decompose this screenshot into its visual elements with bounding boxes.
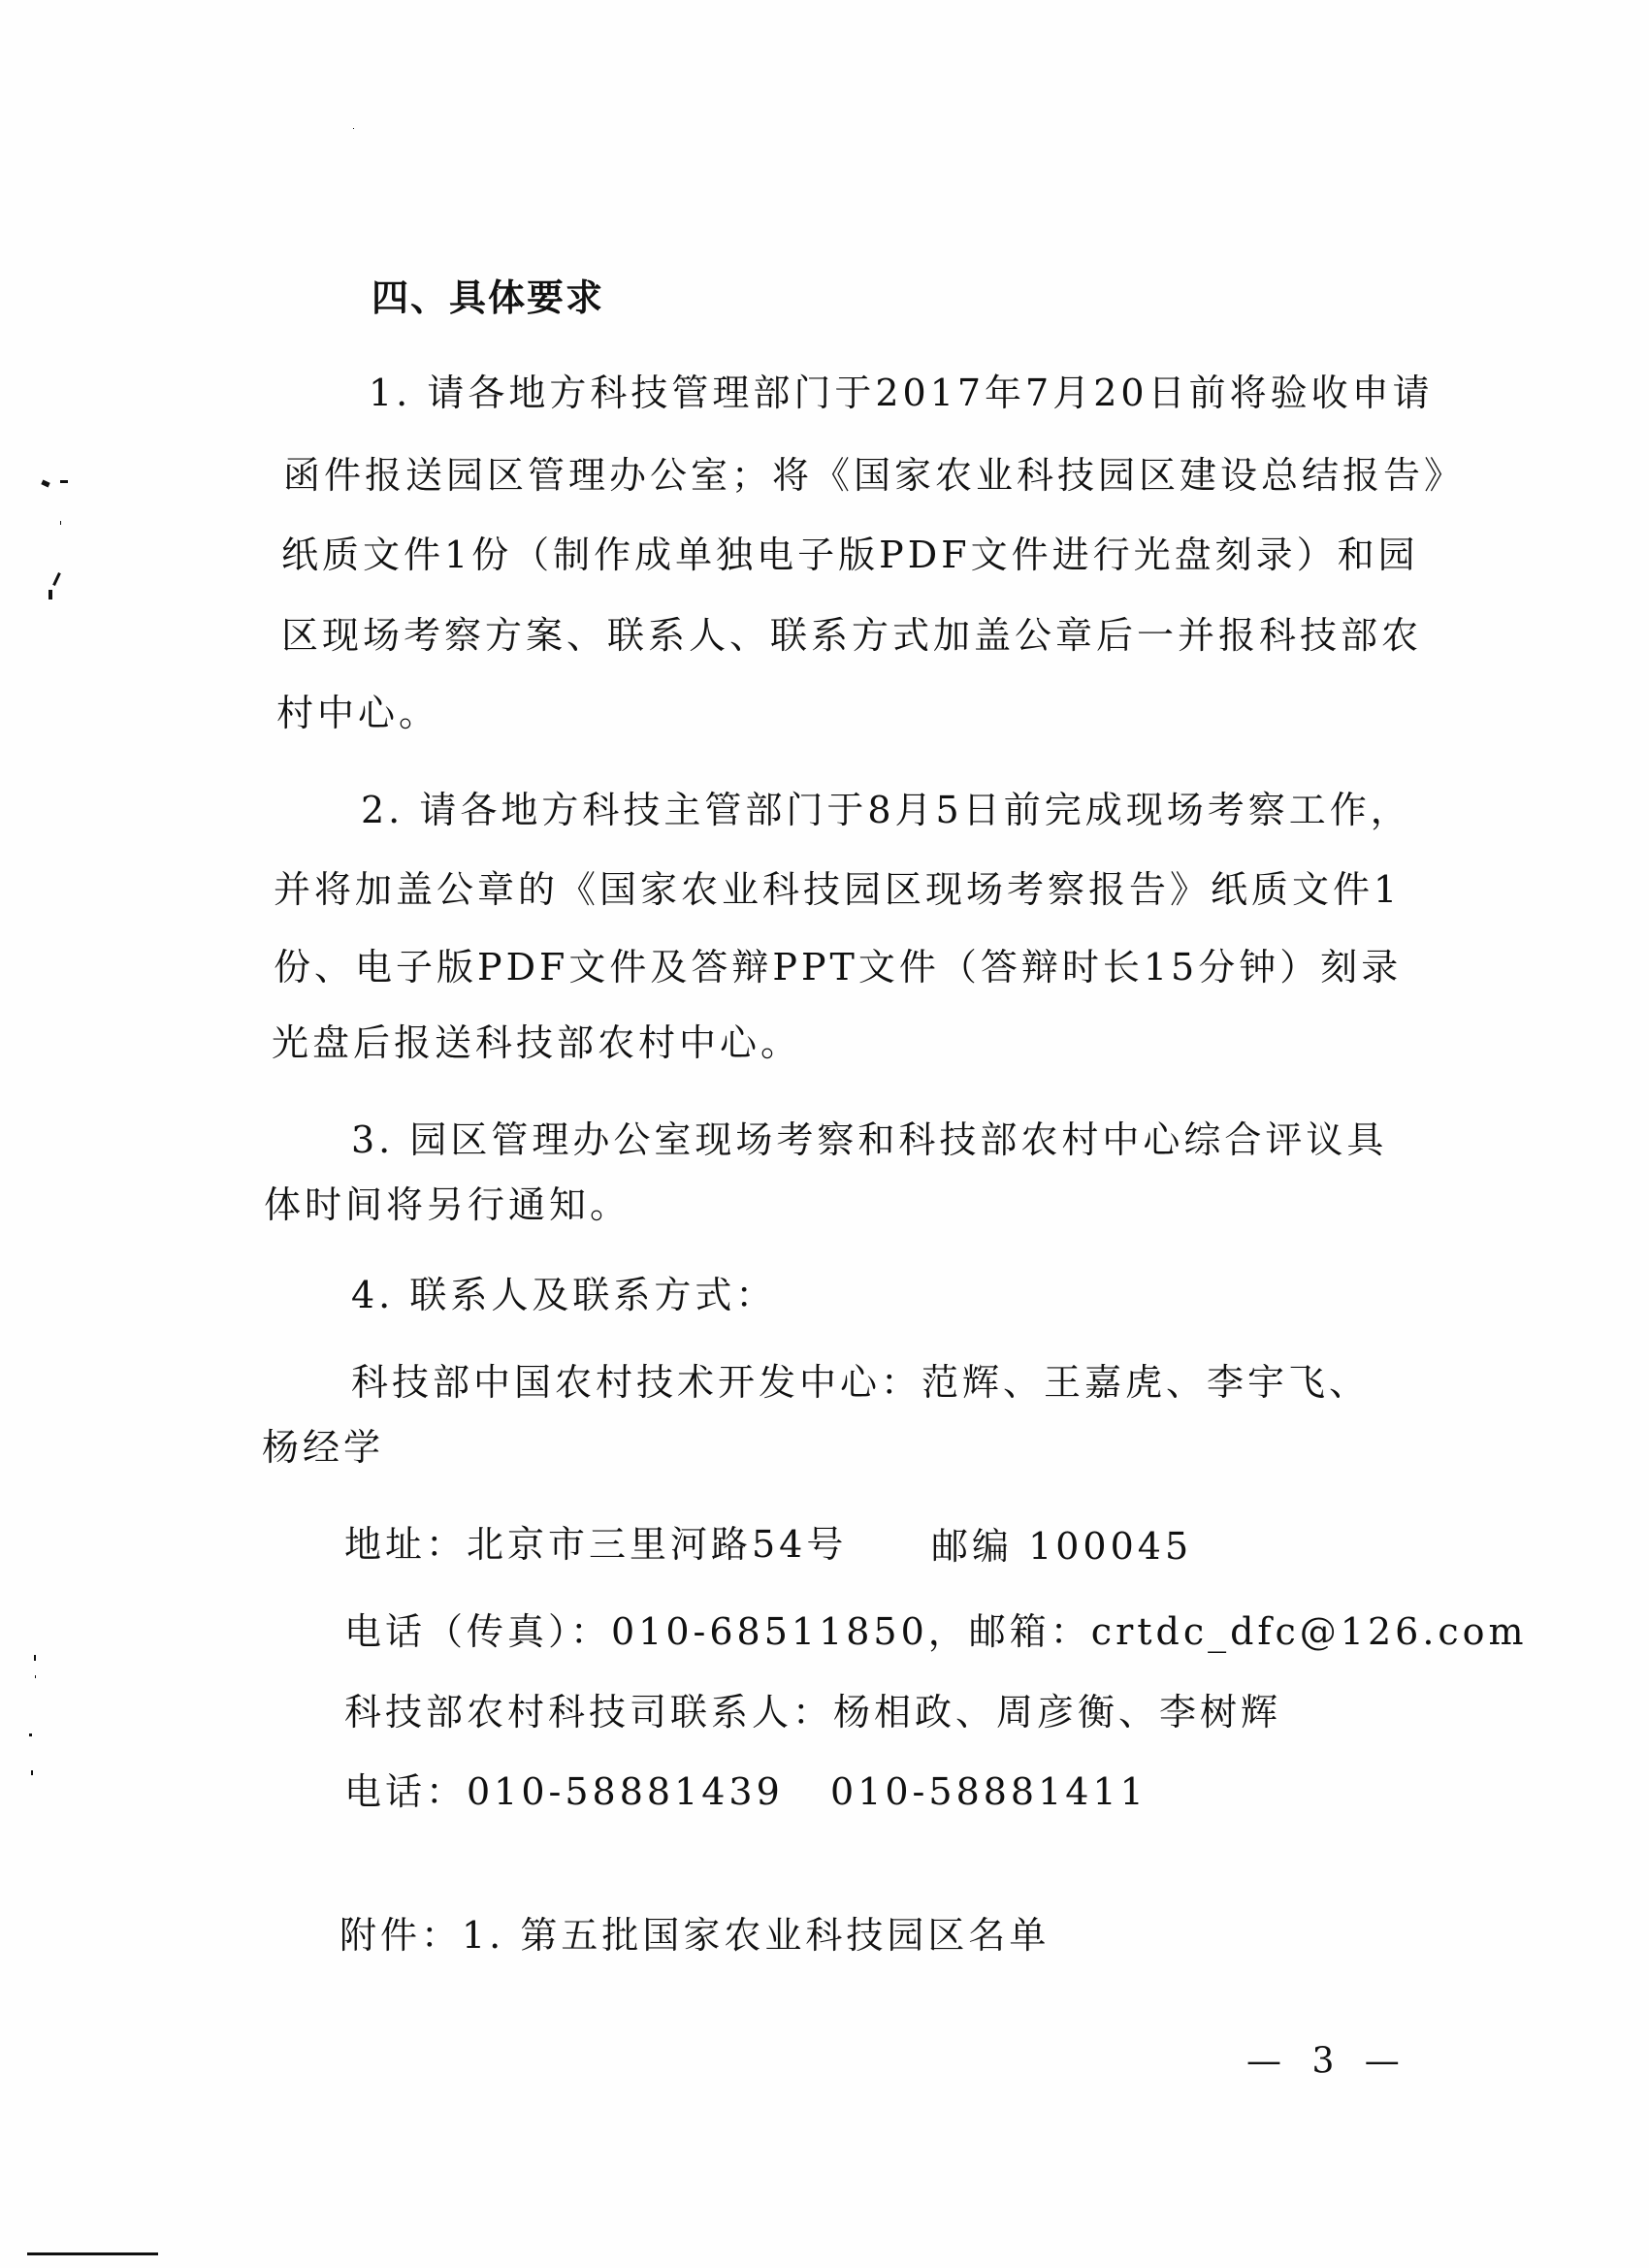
item-1-line-1: 1. 请各地方科技管理部门于2017年7月20日前将验收申请 (369, 372, 1434, 414)
dept-phone-line: 电话：010-58881439 010-58881411 (344, 1770, 1148, 1813)
scan-artifact (41, 480, 49, 488)
item-2-line-4: 光盘后报送科技部农村中心。 (272, 1021, 802, 1064)
scan-artifact (48, 590, 52, 599)
attachment-line: 附件：1. 第五批国家农业科技园区名单 (340, 1914, 1051, 1957)
scan-artifact (60, 480, 68, 483)
phone-fax-email-line: 电话（传真）：010-68511850，邮箱：crtdc_dfc@126.com (344, 1610, 1528, 1653)
page-number: — 3 — (1246, 2041, 1409, 2082)
item-1-line-3: 纸质文件1份（制作成单独电子版PDF文件进行光盘刻录）和园 (281, 534, 1419, 576)
section-heading: 四、具体要求 (372, 276, 605, 319)
item-4-line-1: 4. 联系人及联系方式： (351, 1274, 777, 1316)
item-1-line-2: 函件报送园区管理办公室；将《国家农业科技园区建设总结报告》 (283, 454, 1466, 497)
scan-artifact (31, 1770, 33, 1775)
item-3-line-2: 体时间将另行通知。 (264, 1183, 631, 1226)
scan-artifact (353, 128, 354, 129)
item-1-line-5: 村中心。 (276, 692, 440, 734)
address-line: 地址：北京市三里河路54号 (344, 1523, 848, 1566)
postcode-line: 邮编 100045 (931, 1525, 1193, 1568)
scan-artifact (34, 1655, 36, 1661)
contact-center-line-1: 科技部中国农村技术开发中心：范辉、王嘉虎、李宇飞、 (351, 1361, 1371, 1404)
contact-center-line-2: 杨经学 (262, 1426, 385, 1469)
item-1-line-4: 区现场考察方案、联系人、联系方式加盖公章后一并报科技部农 (281, 614, 1423, 657)
scan-artifact (29, 1733, 32, 1736)
scan-artifact (35, 1675, 36, 1678)
item-2-line-2: 并将加盖公章的《国家农业科技园区现场考察报告》纸质文件1 (274, 868, 1402, 911)
dept-contacts-line: 科技部农村科技司联系人：杨相政、周彦衡、李树辉 (344, 1691, 1282, 1733)
item-3-line-1: 3. 园区管理办公室现场考察和科技部农村中心综合评议具 (351, 1118, 1388, 1161)
bottom-left-rule (27, 2252, 158, 2255)
scan-artifact (52, 572, 61, 586)
item-2-line-1: 2. 请各地方科技主管部门于8月5日前完成现场考察工作， (361, 789, 1411, 831)
scan-artifact (60, 521, 61, 525)
item-2-line-3: 份、电子版PDF文件及答辩PPT文件（答辩时长15分钟）刻录 (274, 946, 1403, 988)
